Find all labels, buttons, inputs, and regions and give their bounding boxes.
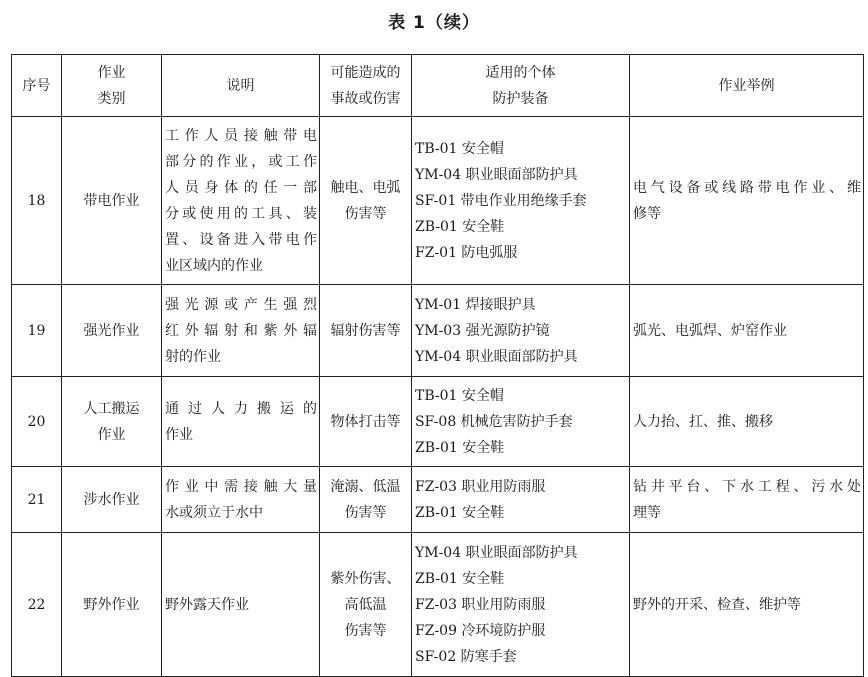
cell-description [162, 285, 320, 377]
cell-harm [320, 377, 412, 467]
cell-harm-line: 高低温 [344, 596, 387, 613]
cell-examples [630, 533, 864, 677]
header-ppe: 适用的个体 防护装备 [412, 55, 630, 117]
header-seq: 序号 [12, 55, 62, 117]
cell-ppe-line: YM-01 焊接眼护具 [415, 296, 536, 313]
cell-ppe-line: SF-02 防寒手套 [415, 648, 517, 665]
cell-description-line: 通过人力搬运的 [165, 400, 317, 417]
cell-category-line: 强光作业 [83, 322, 140, 339]
cell-examples [630, 285, 864, 377]
table-row [12, 467, 864, 533]
table-row [12, 285, 864, 377]
cell-category-line: 带电作业 [83, 192, 140, 209]
table-title: 表 1（续） [388, 13, 480, 33]
cell-harm-line: 物体打击等 [330, 413, 401, 430]
cell-ppe-line: TB-01 安全帽 [415, 140, 504, 157]
cell-number [12, 377, 62, 467]
table-row [12, 377, 864, 467]
cell-ppe-line: ZB-01 安全鞋 [415, 218, 505, 235]
cell-description [162, 467, 320, 533]
cell-ppe-line: YM-04 职业眼面部防护具 [415, 166, 578, 183]
cell-category-line: 人工搬运 [83, 400, 140, 417]
cell-examples-line: 电气设备或线路带电作业、维 [633, 179, 861, 196]
cell-category-line: 涉水作业 [83, 491, 140, 508]
cell-description-line: 射的作业 [165, 348, 221, 365]
cell-ppe-line: FZ-03 职业用防雨服 [415, 478, 546, 495]
cell-description-line: 工作人员接触带电 [165, 127, 317, 144]
cell-description-line: 红外辐射和紫外辐 [165, 322, 317, 339]
cell-description-line: 水或须立于水中 [165, 504, 263, 521]
header-category: 作业 类别 [62, 55, 162, 117]
cell-category [62, 117, 162, 285]
cell-number-line: 19 [27, 322, 46, 339]
cell-ppe-line: ZB-01 安全鞋 [415, 439, 505, 456]
cell-harm-line: 伤害等 [344, 504, 387, 521]
cell-category [62, 467, 162, 533]
cell-ppe-line: YM-04 职业眼面部防护具 [415, 348, 578, 365]
cell-ppe [412, 467, 630, 533]
cell-description-line: 业区域内的作业 [165, 257, 263, 274]
cell-harm-line: 紫外伤害、 [330, 570, 401, 587]
cell-harm-line: 伤害等 [344, 205, 387, 222]
cell-number [12, 117, 62, 285]
cell-description [162, 377, 320, 467]
cell-category-line: 作业 [97, 426, 126, 443]
cell-description-line: 野外露天作业 [165, 596, 249, 613]
cell-number-line: 18 [27, 192, 46, 209]
cell-ppe-line: ZB-01 安全鞋 [415, 504, 505, 521]
cell-ppe [412, 377, 630, 467]
cell-description-line: 部分的作业，或工作 [165, 153, 317, 170]
cell-category-line: 野外作业 [83, 596, 140, 613]
cell-ppe-line: SF-08 机械危害防护手套 [415, 413, 573, 430]
cell-ppe [412, 117, 630, 285]
cell-examples-line: 弧光、电弧焊、炉窑作业 [633, 322, 787, 339]
cell-number-line: 21 [27, 491, 46, 508]
cell-category [62, 285, 162, 377]
cell-ppe [412, 533, 630, 677]
cell-harm-line: 伤害等 [344, 622, 387, 639]
table-row [12, 117, 864, 285]
cell-examples-line: 修等 [633, 205, 661, 222]
cell-description-line: 人员身体的任一部 [165, 179, 317, 196]
header-description: 说明 [162, 55, 320, 117]
cell-description-line: 作业 [165, 426, 193, 443]
cell-examples [630, 117, 864, 285]
cell-examples-line: 野外的开采、检查、维护等 [633, 596, 801, 613]
table-row [12, 533, 864, 677]
cell-ppe-line: FZ-09 冷环境防护服 [415, 622, 546, 639]
cell-harm [320, 467, 412, 533]
cell-harm [320, 533, 412, 677]
cell-examples [630, 377, 864, 467]
header-examples: 作业举例 [630, 55, 864, 117]
cell-harm-line: 触电、电弧 [330, 179, 401, 196]
cell-description [162, 117, 320, 285]
cell-harm-line: 辐射伤害等 [330, 322, 401, 339]
cell-harm [320, 285, 412, 377]
cell-number [12, 285, 62, 377]
header-harm: 可能造成的 事故或伤害 [320, 55, 412, 117]
cell-description-line: 作业中需接触大量 [165, 478, 317, 495]
cell-ppe-line: TB-01 安全帽 [415, 387, 504, 404]
cell-number-line: 20 [27, 413, 46, 430]
cell-description-line: 强光源或产生强烈 [165, 296, 317, 313]
cell-harm [320, 117, 412, 285]
cell-examples [630, 467, 864, 533]
cell-ppe [412, 285, 630, 377]
cell-ppe-line: FZ-03 职业用防雨服 [415, 596, 546, 613]
header-row [12, 55, 864, 117]
ppe-table [11, 54, 864, 677]
cell-examples-line: 人力抬、扛、推、搬移 [633, 413, 773, 430]
cell-ppe-line: YM-03 强光源防护镜 [415, 322, 550, 339]
cell-description-line: 分或使用的工具、装 [165, 205, 317, 222]
cell-description-line: 置、设备进入带电作 [165, 231, 317, 248]
cell-category [62, 533, 162, 677]
cell-description [162, 533, 320, 677]
cell-examples-line: 理等 [633, 504, 661, 521]
cell-category [62, 377, 162, 467]
cell-ppe-line: YM-04 职业眼面部防护具 [415, 544, 578, 561]
cell-ppe-line: FZ-01 防电弧服 [415, 244, 518, 261]
cell-number [12, 533, 62, 677]
cell-number-line: 22 [27, 596, 46, 613]
cell-number [12, 467, 62, 533]
cell-ppe-line: SF-01 带电作业用绝缘手套 [415, 192, 587, 209]
cell-harm-line: 淹溺、低温 [330, 478, 401, 495]
cell-examples-line: 钻井平台、下水工程、污水处 [633, 478, 861, 495]
cell-ppe-line: ZB-01 安全鞋 [415, 570, 505, 587]
